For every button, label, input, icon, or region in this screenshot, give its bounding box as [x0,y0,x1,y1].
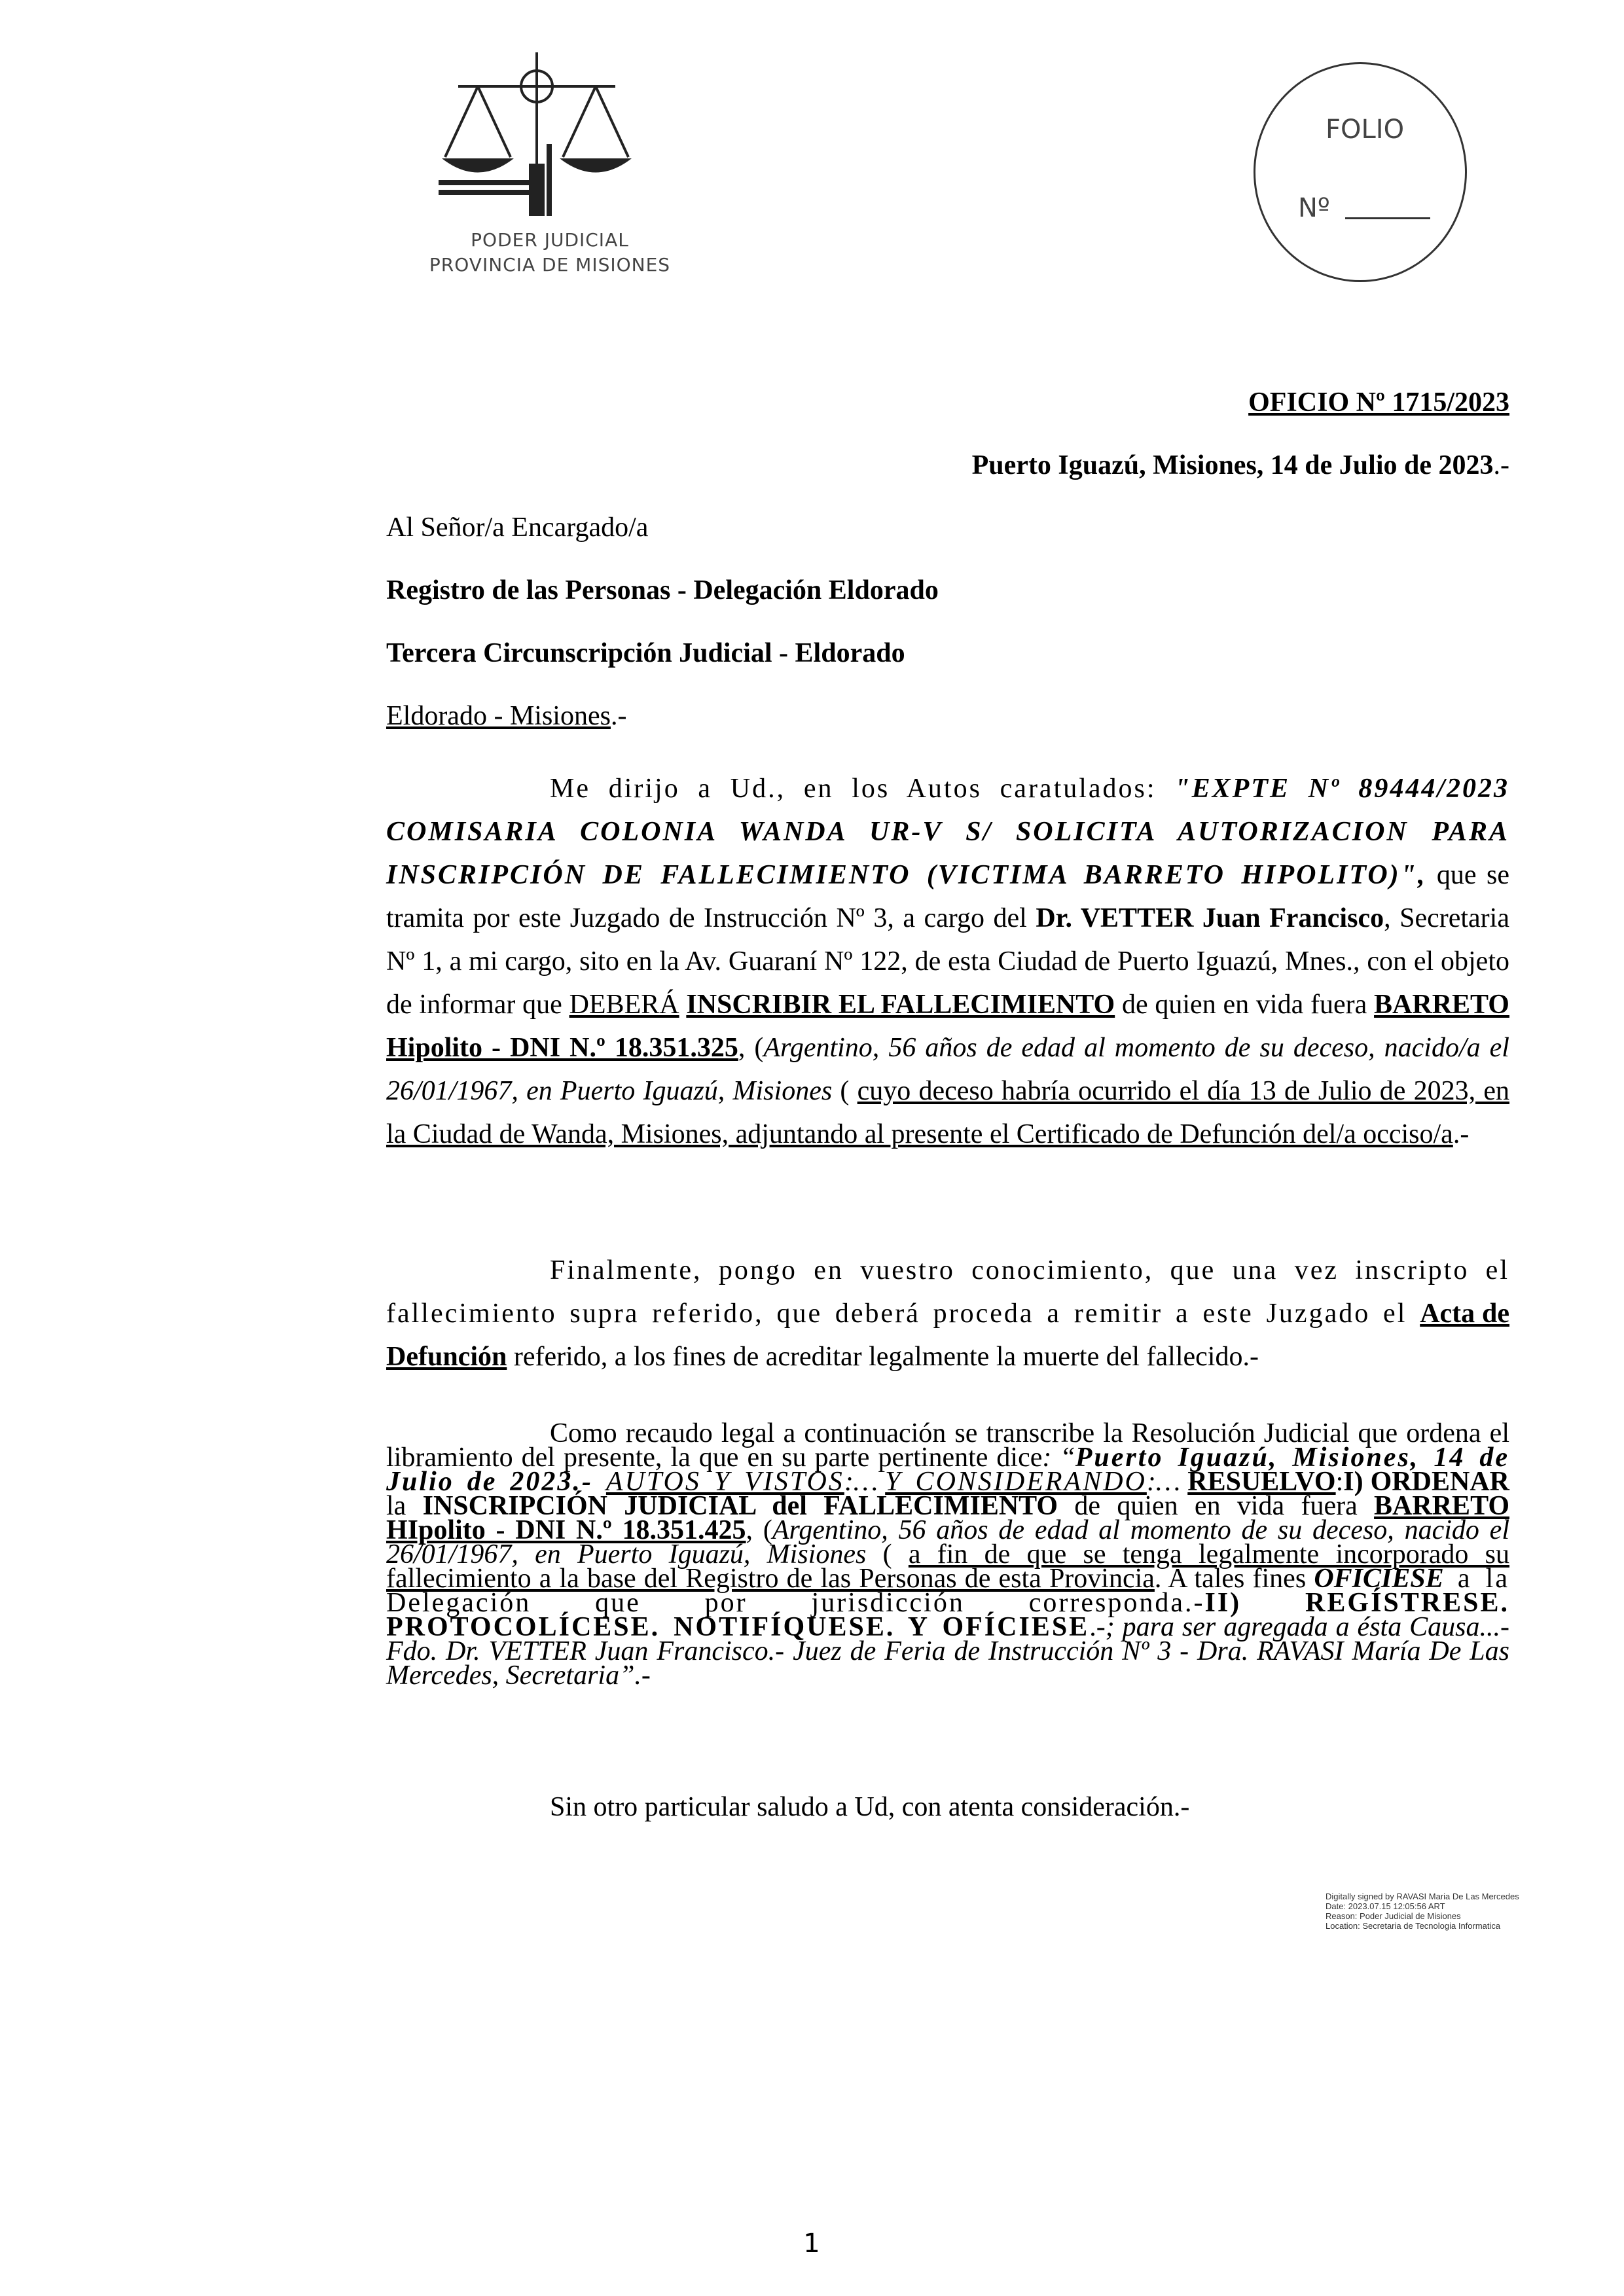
p2-acta: Acta de Defunción [386,1299,1509,1372]
addressee-suffix: .- [610,701,627,731]
addressee-city: Eldorado - Misiones [386,701,611,731]
p3-q2: :… [844,1467,886,1497]
place-date [386,444,1509,487]
judicial-seal-logo [419,46,681,288]
seal-line-2: PROVINCIA DE MISIONES [429,254,671,276]
p3-tail: ; para ser agregada a ésta Causa...- Fdo. Dr. VETTER Juan Francisco.- Juez de Feria de Instrucción Nº 3 - Dra. RAVASI María De Las Mercedes, Secretaria”.- [386,1612,1510,1691]
p1-details: Argentino, 56 años de edad al momento de su deceso, nacido/a el 26/01/1967, en Puerto Iguazú, Misiones [386,1033,1509,1106]
p3-text-1: Como recaudo legal a continuación se transcribe la Resolución Judicial que ordena el libramiento del presente, la que en su parte pertinente dice [386,1418,1509,1473]
p3-q4: : [1335,1467,1344,1497]
p3-autos: AUTOS Y VISTOS [605,1467,844,1497]
p1-deceso: cuyo deceso habría ocurrido el día 13 de Julio de 2023, en la Ciudad de Wanda, Misiones, adjuntando al presente el Certificado de Defunción del/a occiso/a [386,1076,1509,1149]
p3-q8: ( [866,1539,909,1570]
p1-caratula: "EXPTE Nº 89444/2023 COMISARIA COLONIA WANDA UR-V S/ SOLICITA AUTORIZACION PARA INSCRIPCIÓN DE FALLECIMIENTO (VICTIMA BARRETO HIPOLITO)", [386,774,1509,890]
signature-line-1: Digitally signed by RAVASI Maria De Las Mercedes [1326,1892,1519,1901]
p3-person: BARRETO HIpolito - DNI N.º 18.351.425 [386,1491,1509,1545]
addressee-line-4 [386,694,1509,738]
p2-text-1: Finalmente, pongo en vuestro conocimiento, que una vez inscripto el fallecimiento supra referido, que deberá proceda a remitir a este Juzgado el [386,1255,1509,1329]
scales-of-justice-icon [419,46,681,236]
p1-text-7: .- [1453,1119,1470,1149]
p3-q9: . A tales fines [1154,1564,1314,1594]
digital-signature [1326,1892,1542,1931]
p1-text-2: que se tramita por este Juzgado de Instrucción Nº 3, a cargo del [386,860,1509,933]
p1-person: BARRETO Hipolito - DNI N.º 18.351.325 [386,990,1509,1063]
p3-details: Argentino, 56 años de edad al momento de su deceso, nacido el 26/01/1967, en Puerto Iguazú, Misiones [386,1515,1509,1570]
signature-line-3: Reason: Poder Judicial de Misiones [1326,1911,1461,1921]
paragraph-1 [386,767,1509,1156]
page-number: 1 [803,2229,820,2259]
seal-line-1: PODER JUDICIAL [471,229,629,251]
p3-q5: la [386,1491,423,1521]
p1-text-6: ( [832,1076,857,1106]
signature-line-2: Date: 2023.07.15 12:05:56 ART [1326,1901,1445,1911]
place-date-text: Puerto Iguazú, Misiones, 14 de Julio de 2023 [971,450,1494,480]
addressee-line-2: Registro de las Personas - Delegación Eldorado [386,575,939,605]
folio-circle [1254,62,1467,282]
p3-q7: , ( [746,1515,772,1545]
folio-number-line [1345,217,1430,219]
p1-text-4: de quien en vida fuera [1115,990,1375,1020]
p1-inscribir: INSCRIBIR EL FALLECIMIENTO [686,990,1115,1020]
folio-stamp [1254,62,1470,285]
p3-considerando: Y CONSIDERANDO [885,1467,1147,1497]
p3-q3: :… [1146,1467,1188,1497]
paragraph-3 [386,1418,1510,1691]
closing: Sin otro particular saludo a Ud, con atenta consideración.- [550,1792,1190,1822]
p3-quote-date: Puerto Iguazú, Misiones, 14 de Julio de 2023.- [386,1443,1509,1497]
p3-fin: a fin de que se tenga legalmente incorporado su fallecimiento a la base del Registro de las Personas de esta Provincia [386,1539,1509,1594]
place-date-suffix: .- [1493,450,1509,480]
addressee-line-1: Al Señor/a Encargado/a [386,512,649,543]
p3-ordenar: I) ORDENAR [1343,1467,1509,1497]
p3-inscripcion: INSCRIPCIÓN JUDICIAL del FALLECIMIENTO [422,1491,1058,1521]
p1-text-3: , Secretaria Nº 1, a mi cargo, sito en la Av. Guaraní Nº 122, de esta Ciudad de Puerto Iguazú, Mnes., con el objeto de informar que [386,903,1509,1020]
p1-judge: Dr. VETTER Juan Francisco [1036,903,1384,933]
p3-q6: de quien en vida fuera [1058,1491,1375,1521]
p1-intro: Me dirijo a Ud., en los Autos caratulados: [550,774,1175,804]
p2-text-2: referido, a los fines de acreditar legalmente la muerte del fallecido.- [507,1342,1259,1372]
oficio-number: OFICIO Nº 1715/2023 [1248,387,1509,418]
p3-oficiese: OFICIESE [1314,1564,1444,1594]
p1-text-5: , ( [738,1033,764,1063]
p3-registrese: II) REGÍSTRESE. PROTOCOLÍCESE. NOTIFÍQUESE. Y OFÍCIESE [386,1588,1510,1642]
p3-q10: a la Delegación que por jurisdicción corresponda.- [386,1564,1509,1618]
folio-label: FOLIO [1326,115,1405,145]
p1-debera: DEBERÁ [569,990,679,1020]
p3-text-2: : “ [1042,1443,1075,1473]
signature-line-4: Location: Secretaria de Tecnologia Informatica [1326,1921,1501,1931]
p3-q11: .- [1089,1612,1106,1642]
paragraph-2 [386,1249,1509,1378]
p3-resuelvo: RESUELVO [1187,1467,1336,1497]
folio-number-label: Nº [1298,193,1330,223]
addressee-line-3: Tercera Circunscripción Judicial - Eldorado [386,638,905,668]
